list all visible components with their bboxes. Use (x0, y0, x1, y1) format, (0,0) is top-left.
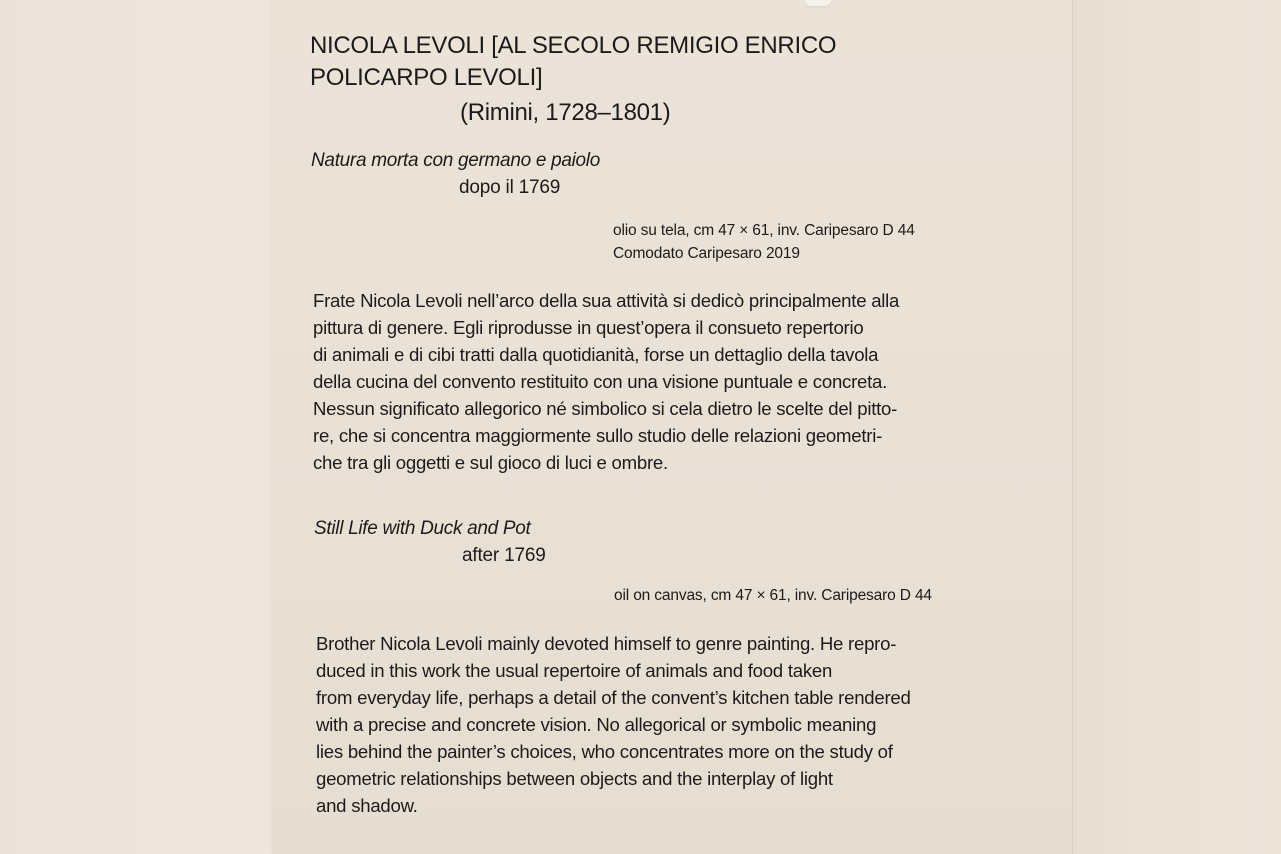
italian-description-line: Nessun significato allegorico né simbolico si cela dietro le scelte del pitto- (313, 398, 898, 419)
english-description-line: lies behind the painter’s choices, who concentrates more on the study of (316, 741, 893, 762)
italian-description-line: di animali e di cibi tratti dalla quotidianità, forse un dettaglio della tavola (313, 344, 879, 365)
wall-background (1072, 0, 1281, 854)
english-description-line: from everyday life, perhaps a detail of the convent’s kitchen table rendered (316, 687, 911, 708)
italian-work-title: Natura morta con germano e paiolo (311, 150, 600, 171)
english-description (316, 630, 911, 819)
italian-description (313, 287, 899, 476)
artist-name-line-1: NICOLA LEVOLI [AL SECOLO REMIGIO ENRICO (310, 32, 837, 59)
english-technique: oil on canvas, cm 47 × 61, inv. Caripesaro D 44 (614, 587, 932, 604)
italian-work-date: dopo il 1769 (459, 177, 561, 198)
english-description-line: and shadow. (316, 795, 418, 816)
mounting-pin (805, 0, 831, 6)
artist-name-line-2: POLICARPO LEVOLI] (310, 64, 543, 91)
english-description-line: with a precise and concrete vision. No allegorical or symbolic meaning (316, 714, 877, 735)
italian-description-line: della cucina del convento restituito con una visione puntuale e concreta. (313, 371, 888, 392)
english-work-date: after 1769 (462, 545, 546, 566)
italian-description-line: Frate Nicola Levoli nell’arco della sua attività si dedicò principalmente alla (313, 290, 900, 311)
english-description-line: geometric relationships between objects and the interplay of light (316, 768, 833, 789)
english-description-line: Brother Nicola Levoli mainly devoted himself to genre painting. He repro- (316, 633, 897, 654)
artist-origin: (Rimini, 1728–1801) (460, 99, 671, 126)
italian-loan: Comodato Caripesaro 2019 (613, 245, 800, 262)
italian-description-line: che tra gli oggetti e sul gioco di luci e ombre. (313, 452, 668, 473)
english-work-title: Still Life with Duck and Pot (314, 518, 531, 539)
italian-description-line: re, che si concentra maggiormente sullo studio delle relazioni geometri- (313, 425, 883, 446)
english-description-line: duced in this work the usual repertoire of animals and food taken (316, 660, 833, 681)
italian-description-line: pittura di genere. Egli riprodusse in quest’opera il consueto repertorio (313, 317, 864, 338)
italian-technique: olio su tela, cm 47 × 61, inv. Caripesaro D 44 (613, 222, 915, 239)
